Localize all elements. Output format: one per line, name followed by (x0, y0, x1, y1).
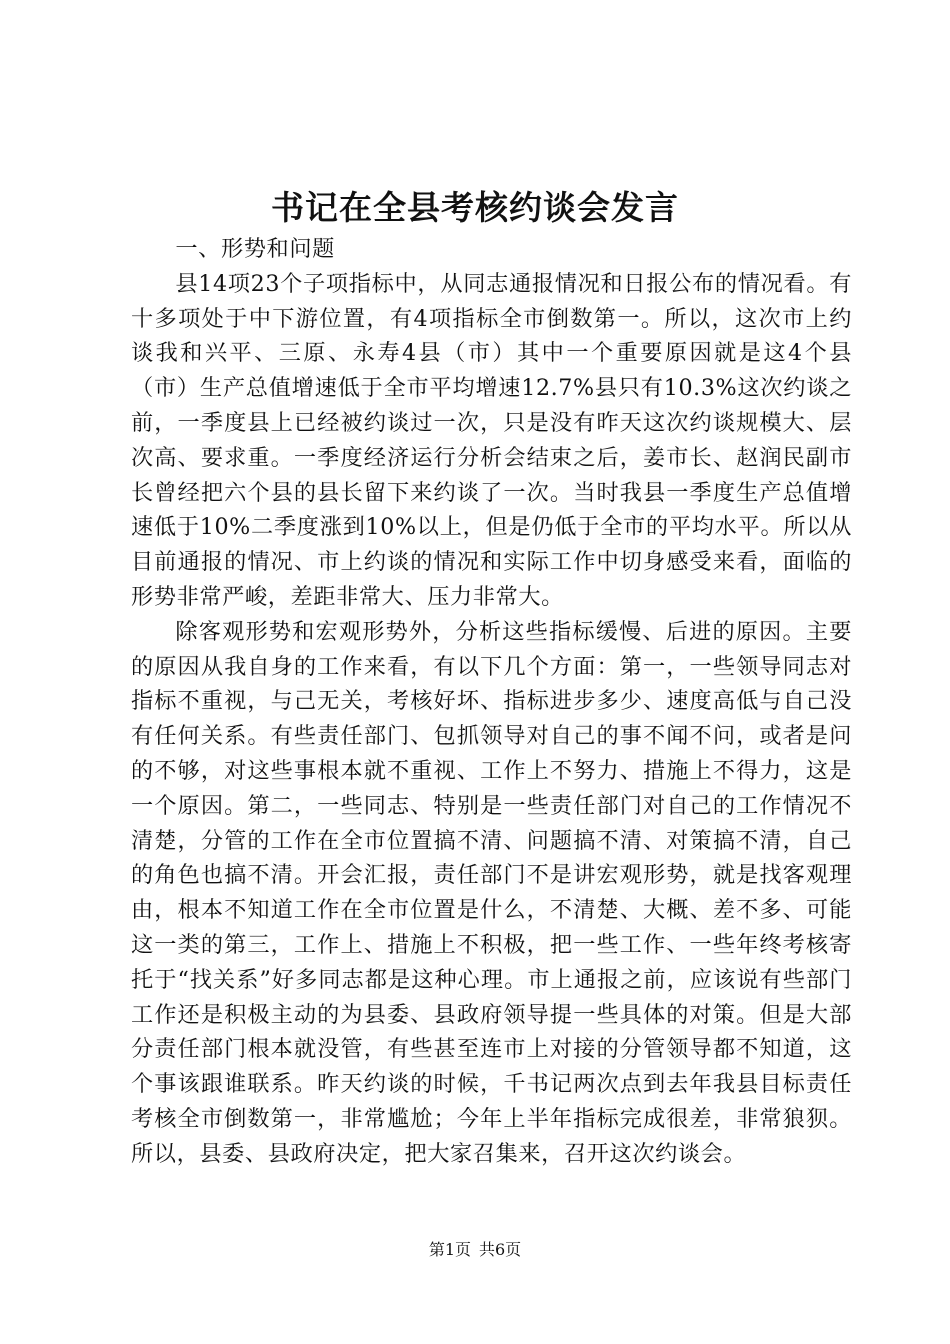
page-number: 第1页 (428, 1240, 471, 1259)
page-footer (0, 1238, 950, 1262)
page-total: 共6页 (479, 1240, 522, 1259)
body-paragraph-2: 除客观形势和宏观形势外，分析这些指标缓慢、后进的原因。主要的原因从我自身的工作来看，有以下几个方面：第一，一些领导同志对指标不重视，与己无关，考核好坏、指标进步多少、速度高低与自己没有任何关系。有些责任部门、包抓领导对自己的事不闻不问，或者是问的不够，对这些事根本就不重视、工作上不努力、措施上不得力，这是一个原因。第二，一些同志、特别是一些责任部门对自己的工作情况不清楚，分管的工作在全市位置搞不清、问题搞不清、对策搞不清，自己的角色也搞不清。开会汇报，责任部门不是讲宏观形势，就是找客观理由，根本不知道工作在全市位置是什么，不清楚、大概、差不多、可能这一类的第三，工作上、措施上不积极，把一些工作、一些年终考核寄托于“找关系”好多同志都是这种心理。市上通报之前，应该说有些部门工作还是积极主动的为县委、县政府领导提一些具体的对策。但是大部分责任部门根本就没管，有些甚至连市上对接的分管领导都不知道，这个事该跟谁联系。昨天约谈的时候，千书记两次点到去年我县目标责任考核全市倒数第一，非常尴尬；今年上半年指标完成很差，非常狼狈。所以，县委、县政府决定，把大家召集来，召开这次约谈会。 (131, 618, 852, 1167)
document-title: 书记在全县考核约谈会发言 (271, 188, 679, 227)
section-heading: 一、形势和问题 (175, 236, 335, 262)
document-body (131, 232, 852, 1172)
body-paragraph-1: 县14项23个子项指标中，从同志通报情况和日报公布的情况看。有十多项处于中下游位置，有4项指标全市倒数第一。所以，这次市上约谈我和兴平、三原、永寿4县（市）其中一个重要原因就是这4个县（市）生产总值增速低于全市平均增速12.7%县只有10.3%这次约谈之前，一季度县上已经被约谈过一次，只是没有昨天这次约谈规模大、层次高、要求重。一季度经济运行分析会结束之后，姜市长、赵润民副市长曾经把六个县的县长留下来约谈了一次。当时我县一季度生产总值增速低于10%二季度涨到10%以上，但是仍低于全市的平均水平。所以从目前通报的情况、市上约谈的情况和实际工作中切身感受来看，面临的形势非常严峻，差距非常大、压力非常大。 (131, 270, 852, 610)
